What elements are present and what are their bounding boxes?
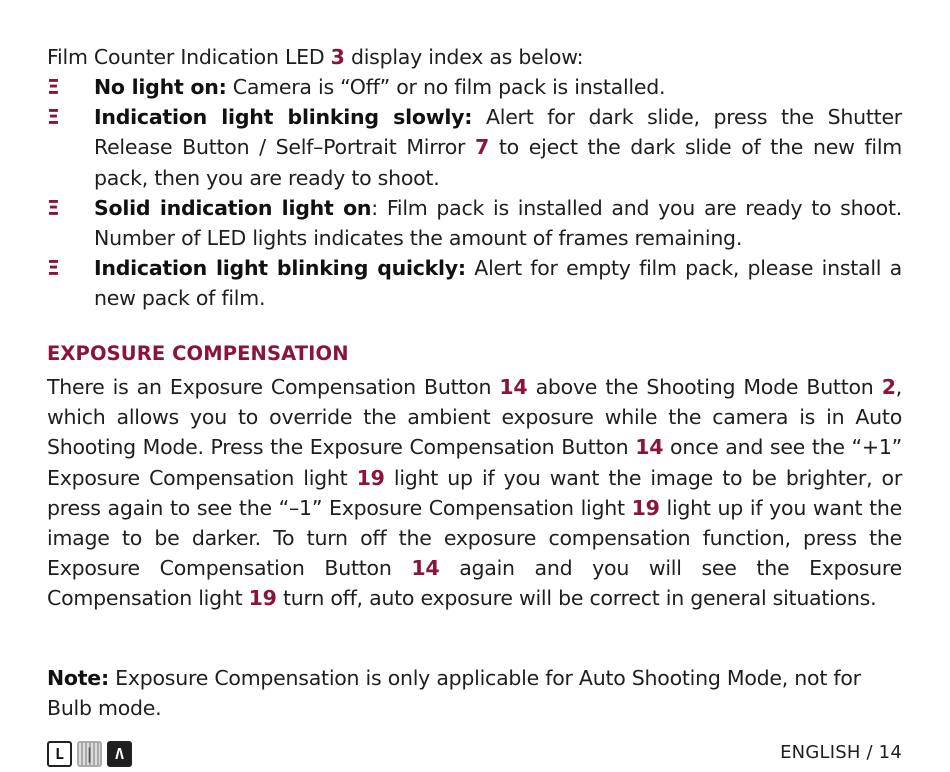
note-label: Note:	[47, 666, 109, 690]
led-bullet-icon: Ξ	[47, 256, 60, 281]
ref-number-19: 19	[248, 586, 277, 611]
body-text: light up if you want the image to be darker. To turn off the exposure compensation function, press the Exposure Compensation Button	[47, 495, 903, 581]
logo-l-icon: L	[47, 741, 72, 767]
led-bullet-icon: Ξ	[47, 195, 60, 220]
list-item-text: Camera is “Off” or no film pack is installed.	[226, 75, 666, 99]
intro-text-end: display index as below:	[344, 45, 584, 69]
body-text: turn off, auto exposure will be correct in general situations.	[276, 586, 877, 611]
note-text: Exposure Compensation is only applicable for Auto Shooting Mode, not for Bulb mode.	[47, 666, 861, 721]
list-item-label: No light on:	[94, 75, 227, 99]
ref-number-19: 19	[631, 495, 660, 520]
led-bullet-icon: Ξ	[47, 75, 60, 99]
body-text: light up if you want the image to be brighter, or press again to see the “–1” Exposure Compensation light	[47, 465, 903, 520]
ref-number-3: 3	[330, 45, 345, 69]
led-intro	[47, 42, 907, 72]
body-text: again and you will see the Exposure Compensation light	[47, 556, 902, 611]
footer-logo-icons	[47, 741, 132, 771]
intro-text: Film Counter Indication LED	[47, 45, 331, 69]
exposure-paragraph	[47, 372, 902, 614]
ref-number-14: 14	[635, 435, 664, 460]
body-text: There is an Exposure Compensation Button	[47, 375, 500, 399]
ref-number-14: 14	[411, 556, 440, 581]
list-item-text: Alert for dark slide, press the Shutter Release Button / Self–Portrait Mirror	[94, 105, 902, 160]
list-item-text: Alert for empty film pack, please install a new pack of film.	[94, 256, 902, 311]
led-bullet-icon: Ξ	[47, 105, 60, 130]
body-text: above the Shooting Mode Button	[527, 375, 882, 399]
list-item-text: : Film pack is installed and you are ready to shoot. Number of LED lights indicates the amount of frames remaining.	[94, 195, 902, 251]
led-status-list	[47, 72, 902, 314]
list-item-label: Solid indication light on	[94, 195, 372, 220]
ref-number-19: 19	[356, 465, 385, 490]
list-item-label: Indication light blinking quickly:	[94, 256, 466, 281]
logo-stripes-icon: |	[77, 741, 102, 767]
logo-lambda-icon: Λ	[107, 741, 132, 767]
ref-number-14: 14	[499, 375, 528, 399]
ref-number-2: 2	[881, 375, 896, 399]
page-number: ENGLISH / 14	[780, 742, 902, 763]
list-item	[47, 193, 902, 253]
list-item	[47, 253, 902, 313]
note-paragraph	[47, 663, 907, 723]
body-text: once and see the “+1” Exposure Compensation light	[47, 435, 902, 490]
ref-number-7: 7	[475, 135, 490, 160]
list-item-label: Indication light blinking slowly:	[94, 105, 473, 130]
section-heading: EXPOSURE COMPENSATION	[47, 342, 349, 365]
list-item	[47, 72, 902, 102]
body-text: , which allows you to override the ambient exposure while the camera is in Auto Shooting Mode. Press the Exposure Compensation Button	[47, 375, 902, 460]
list-item	[47, 102, 902, 193]
list-item-text: to eject the dark slide of the new film pack, then you are ready to shoot.	[94, 135, 902, 190]
